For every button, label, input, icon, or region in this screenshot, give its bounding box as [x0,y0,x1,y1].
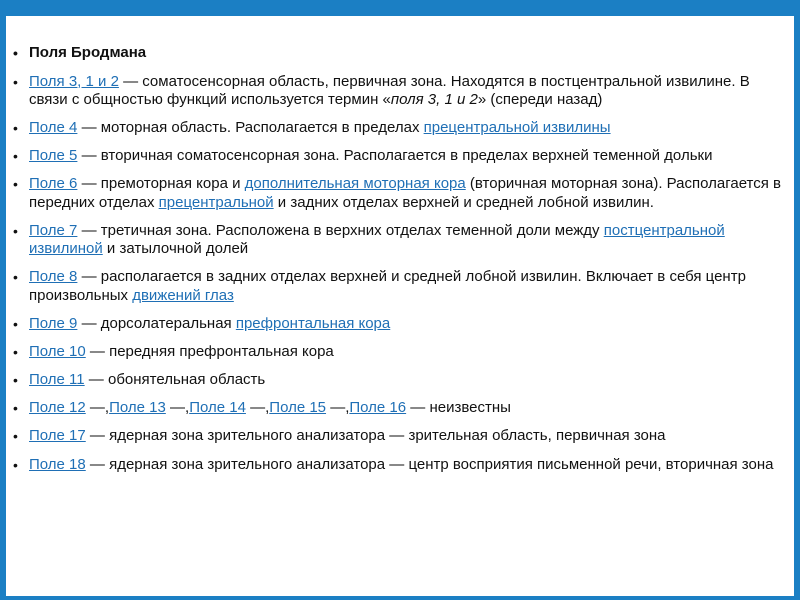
link-area-10[interactable]: Поле 10 [29,343,86,361]
link-area-7[interactable]: Поле 7 [29,221,78,239]
item-text: » (спереди назад) [477,91,603,108]
list-item-area-5 [12,147,790,166]
item-text: (вторичная моторная зона). Располагается в передних отделах [29,175,782,211]
link-eye-movements[interactable]: движений глаз [132,286,234,304]
list-item-area-8 [12,268,790,305]
link-precentral-gyrus[interactable]: прецентральной извилины [423,119,611,137]
item-text: — премоторная кора и [77,175,245,193]
link-area-11[interactable]: Поле 11 [29,371,85,389]
list-item-area-18 [12,456,790,475]
item-text: —, [165,399,190,417]
link-postcentral-gyrus[interactable]: постцентральной извилиной [29,221,725,258]
link-precentral[interactable]: прецентральной [158,193,274,211]
item-text: — моторная область. Располагается в пределах [77,119,424,137]
link-area-13[interactable]: Поле 13 [109,399,166,417]
link-prefrontal-cortex[interactable]: префронтальная кора [235,315,391,333]
item-text: — располагается в задних отделах верхней и средней лобной извилин. Включает в себя центр произвольных [29,268,746,304]
link-areas-3-1-2[interactable]: Поля 3, 1 и 2 [29,72,119,90]
link-area-4[interactable]: Поле 4 [29,119,78,137]
item-text: — неизвестны [406,399,511,417]
link-supplementary-motor-cortex[interactable]: дополнительная моторная кора [244,175,466,193]
item-text: —, [245,399,270,417]
list-item-area-17 [12,427,790,446]
link-area-9[interactable]: Поле 9 [29,315,78,333]
item-text: — передняя префронтальная кора [85,343,334,361]
list-item-area-6 [12,175,790,212]
list-item-area-7 [12,222,790,259]
heading-text: Поля Бродмана [29,44,147,61]
link-area-15[interactable]: Поле 15 [269,399,327,417]
link-area-5[interactable]: Поле 5 [29,147,78,165]
brodmann-areas-list [12,44,790,484]
list-item-area-9 [12,315,790,334]
link-area-6[interactable]: Поле 6 [29,175,78,193]
item-text: и затылочной долей [102,240,249,258]
item-text: — ядерная зона зрительного анализатора — зрительная область, первичная зона [85,427,666,445]
link-area-8[interactable]: Поле 8 [29,268,78,286]
item-text: — ядерная зона зрительного анализатора — центр восприятия письменной речи, вторичная зона [85,455,774,473]
link-area-18[interactable]: Поле 18 [29,455,86,473]
list-item-area-4 [12,119,790,138]
link-area-16[interactable]: Поле 16 [349,399,407,417]
list-item-areas-3-1-2 [12,73,790,110]
item-text: —, [326,399,350,417]
link-area-12[interactable]: Поле 12 [29,399,86,417]
item-text: — соматосенсорная область, первичная зона. Находятся в постцентральной извилине. В связи с общностью функций используется термин « [29,72,750,108]
item-text: — дорсолатеральная [77,315,236,333]
list-item-area-11 [12,371,790,390]
item-text: — третичная зона. Расположена в верхних отделах теменной доли между [77,221,604,239]
link-area-17[interactable]: Поле 17 [29,427,86,445]
item-text: и задних отделах верхней и средней лобной извилин. [273,193,654,211]
list-item-area-10 [12,343,790,362]
item-text: — вторичная соматосенсорная зона. Располагается в пределах верхней теменной дольки [77,147,713,165]
item-text: — обонятельная область [84,371,266,389]
list-item-areas-12-16 [12,399,790,418]
item-text: —, [85,399,110,417]
italic-term: поля 3, 1 и 2 [390,91,478,108]
list-heading [12,44,790,63]
link-area-14[interactable]: Поле 14 [189,399,246,417]
